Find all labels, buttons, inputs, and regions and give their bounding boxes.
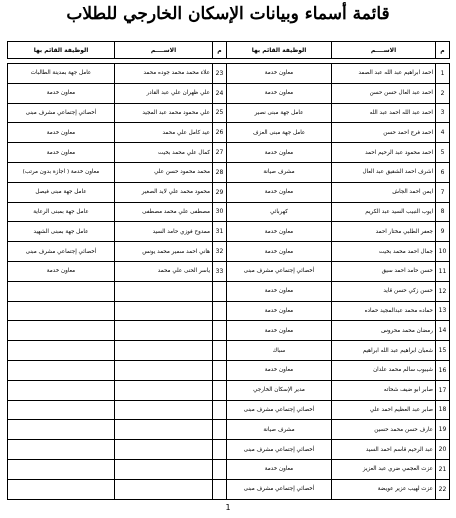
row-number xyxy=(213,420,227,440)
employee-name: عارف حسن محمد حسين xyxy=(332,420,436,440)
table-row xyxy=(8,202,227,222)
job-title: معاون خدمة xyxy=(227,360,332,380)
job-title xyxy=(8,420,115,440)
employee-name: عيد كامل علي محمد xyxy=(115,123,213,143)
table-row xyxy=(227,103,450,123)
row-number xyxy=(213,380,227,400)
table-row xyxy=(8,64,227,84)
employee-name: احمد عبد العال حسن حسن xyxy=(332,83,436,103)
job-title: معاون خدمة ( اجازة بدون مرتب) xyxy=(8,162,115,182)
job-title: معاون خدمة xyxy=(227,143,332,163)
row-number: 24 xyxy=(213,83,227,103)
employee-name: علي ظهران علي عبد القادر xyxy=(115,83,213,103)
employee-name: صابر عبد العظيم احمد علي xyxy=(332,400,436,420)
table-row xyxy=(227,162,450,182)
page-title: قائمة أسماء وبيانات الإسكان الخارجي للطلاب xyxy=(66,4,390,24)
job-title: أخصائي إجتماعي مشرف مبنى xyxy=(8,242,115,262)
job-title: مشرف صيانة xyxy=(227,162,332,182)
table-row xyxy=(227,440,450,460)
header-name: الاســــم xyxy=(115,42,213,59)
table-row xyxy=(8,261,227,281)
table-row xyxy=(227,321,450,341)
job-title: عامل جهة بمبنى الرعاية xyxy=(8,202,115,222)
row-number: 14 xyxy=(436,321,450,341)
row-number xyxy=(213,360,227,380)
employee-name: احمد ابراهيم عبد الله عبد الصمد xyxy=(332,64,436,84)
job-title xyxy=(8,301,115,321)
table-row xyxy=(8,341,227,361)
employee-name: عبد الرحيم قاسم احمد السيد xyxy=(332,440,436,460)
job-title xyxy=(8,321,115,341)
table-row xyxy=(8,420,227,440)
job-title xyxy=(8,360,115,380)
job-title: مشرف صيانة xyxy=(227,420,332,440)
table-row xyxy=(227,301,450,321)
row-number xyxy=(213,341,227,361)
table-row xyxy=(8,479,227,499)
table-row xyxy=(8,400,227,420)
job-title: مدير الإسكان الخارجي xyxy=(227,380,332,400)
row-number: 6 xyxy=(436,162,450,182)
table-header-row xyxy=(227,42,450,59)
job-title xyxy=(8,440,115,460)
job-title: عامل جهة مبنى نصير xyxy=(227,103,332,123)
row-number: 1 xyxy=(436,64,450,84)
job-title: عامل جهة مبنى العزف xyxy=(227,123,332,143)
employee-name: جمال احمد محمد بخيت xyxy=(332,242,436,262)
table-row xyxy=(8,321,227,341)
table-row xyxy=(8,459,227,479)
employee-name: كمال علي محمد بخيت xyxy=(115,143,213,163)
table-row xyxy=(8,360,227,380)
job-title xyxy=(8,380,115,400)
job-title: معاون خدمة xyxy=(227,222,332,242)
row-number: 4 xyxy=(436,123,450,143)
table-row xyxy=(8,380,227,400)
employee-name: جعفر الطلبي مختار احمد xyxy=(332,222,436,242)
job-title: عامل جهة مبنى فيصل xyxy=(8,182,115,202)
job-title: معاون خدمة xyxy=(8,123,115,143)
table-row xyxy=(227,123,450,143)
job-title xyxy=(8,281,115,301)
job-title: معاون خدمة xyxy=(227,64,332,84)
employee-name xyxy=(115,281,213,301)
row-number: 15 xyxy=(436,341,450,361)
right-table xyxy=(226,41,450,500)
employee-name xyxy=(115,479,213,499)
row-number: 3 xyxy=(436,103,450,123)
job-title: معاون خدمة xyxy=(227,321,332,341)
employee-name xyxy=(115,400,213,420)
employee-name: مصطفى علي محمد مصطفى xyxy=(115,202,213,222)
row-number xyxy=(213,321,227,341)
employee-name: رمضان محمد محروس xyxy=(332,321,436,341)
row-number: 28 xyxy=(213,162,227,182)
employee-name: اشرف احمد الشقيق عبد العال xyxy=(332,162,436,182)
job-title xyxy=(8,400,115,420)
table-row xyxy=(8,222,227,242)
table-row xyxy=(227,64,450,84)
employee-name: شيبوب سالم محمد علدان xyxy=(332,360,436,380)
table-row xyxy=(8,143,227,163)
page-number: 1 xyxy=(225,503,231,512)
table-row xyxy=(227,380,450,400)
employee-name: ايوب النبيب السيد عبد الكريم xyxy=(332,202,436,222)
table-row xyxy=(227,459,450,479)
employee-name xyxy=(115,459,213,479)
table-header-row xyxy=(8,42,227,59)
table-row xyxy=(227,360,450,380)
row-number: 7 xyxy=(436,182,450,202)
table-row xyxy=(227,400,450,420)
employee-name xyxy=(115,440,213,460)
table-row xyxy=(227,143,450,163)
employee-name: ممدوح فوزي حامد السيد xyxy=(115,222,213,242)
employee-name: ايمن احمد الجاش xyxy=(332,182,436,202)
row-number: 17 xyxy=(436,380,450,400)
row-number: 16 xyxy=(436,360,450,380)
table-row xyxy=(8,281,227,301)
table-row xyxy=(227,182,450,202)
header-name: الاســــم xyxy=(332,42,436,59)
row-number: 11 xyxy=(436,261,450,281)
row-number: 30 xyxy=(213,202,227,222)
job-title: معاون خدمة xyxy=(8,83,115,103)
job-title: أخصائي إجتماعي مشرف مبنى xyxy=(227,479,332,499)
row-number: 9 xyxy=(436,222,450,242)
table-row xyxy=(227,261,450,281)
employee-name xyxy=(115,301,213,321)
table-row xyxy=(227,222,450,242)
table-row xyxy=(227,341,450,361)
employee-name: حسن حامد احمد سيق xyxy=(332,261,436,281)
header-num: م xyxy=(213,42,227,59)
row-number: 22 xyxy=(436,479,450,499)
row-number: 12 xyxy=(436,281,450,301)
job-title xyxy=(8,479,115,499)
employee-name xyxy=(115,360,213,380)
table-row xyxy=(227,202,450,222)
row-number: 32 xyxy=(213,242,227,262)
row-number: 25 xyxy=(213,103,227,123)
job-title: كهربائي xyxy=(227,202,332,222)
job-title: معاون خدمة xyxy=(227,281,332,301)
job-title: معاون خدمة xyxy=(227,83,332,103)
row-number xyxy=(213,479,227,499)
row-number xyxy=(213,301,227,321)
table-row xyxy=(8,162,227,182)
employee-name: صابر ابو ضيف شحاته xyxy=(332,380,436,400)
job-title: معاون خدمة xyxy=(227,301,332,321)
row-number: 27 xyxy=(213,143,227,163)
employee-name: حماده محمد عبدالمجيد حماده xyxy=(332,301,436,321)
employee-name: احمد عبد الله احمد عبد الله xyxy=(332,103,436,123)
job-title: معاون خدمة xyxy=(227,242,332,262)
job-title: معاون خدمة xyxy=(8,143,115,163)
table-row xyxy=(227,479,450,499)
employee-name: علي محمود محمد عبد المجيد xyxy=(115,103,213,123)
row-number: 20 xyxy=(436,440,450,460)
employee-name xyxy=(115,380,213,400)
row-number: 18 xyxy=(436,400,450,420)
employee-name xyxy=(115,341,213,361)
header-job: الوظيفة القائم بها xyxy=(227,42,332,59)
employee-name: عزت لهيب عزير عويضة xyxy=(332,479,436,499)
job-title: أخصائي إجتماعي مشرف مبنى xyxy=(227,440,332,460)
row-number xyxy=(213,400,227,420)
row-number: 2 xyxy=(436,83,450,103)
table-row xyxy=(227,420,450,440)
employee-name: شعبان ابراهيم عبد الله ابراهيم xyxy=(332,341,436,361)
employee-name: ياسر الحنى علي محمد xyxy=(115,261,213,281)
row-number: 8 xyxy=(436,202,450,222)
row-number: 31 xyxy=(213,222,227,242)
left-table xyxy=(7,41,227,500)
table-row xyxy=(8,242,227,262)
row-number xyxy=(213,459,227,479)
table-row xyxy=(227,83,450,103)
header-job: الوظيفة القائم بها xyxy=(8,42,115,59)
row-number: 23 xyxy=(213,64,227,84)
job-title: عامل جهة بمبنى الشهيد xyxy=(8,222,115,242)
table-row xyxy=(8,440,227,460)
job-title: أخصائي إجتماعي مشرف مبنى xyxy=(227,261,332,281)
row-number xyxy=(213,281,227,301)
table-row xyxy=(227,242,450,262)
job-title: أخصائي إجتماعي مشرف مبنى xyxy=(8,103,115,123)
row-number: 13 xyxy=(436,301,450,321)
employee-name: احمد فرج احمد حسن xyxy=(332,123,436,143)
table-row xyxy=(8,103,227,123)
table-row xyxy=(8,83,227,103)
job-title: عامل جهة بمدينة الطالبات xyxy=(8,64,115,84)
row-number: 21 xyxy=(436,459,450,479)
employee-name: محمود محمد علي لايد الصغير xyxy=(115,182,213,202)
row-number: 29 xyxy=(213,182,227,202)
employee-name xyxy=(115,321,213,341)
table-row xyxy=(227,281,450,301)
employee-name: احمد محمود عبد الرحيم احمد xyxy=(332,143,436,163)
job-title: معاون خدمة xyxy=(8,261,115,281)
job-title: معاون خدمة xyxy=(227,182,332,202)
job-title: معاون خدمة xyxy=(227,459,332,479)
job-title xyxy=(8,341,115,361)
row-number: 5 xyxy=(436,143,450,163)
employee-name: هاني احمد سمير محمد يونس xyxy=(115,242,213,262)
row-number: 10 xyxy=(436,242,450,262)
header-num: م xyxy=(436,42,450,59)
employee-name: عزت العجمي ضري عبد العزيز xyxy=(332,459,436,479)
row-number: 26 xyxy=(213,123,227,143)
row-number xyxy=(213,440,227,460)
table-row xyxy=(8,301,227,321)
job-title: سباك xyxy=(227,341,332,361)
table-row xyxy=(8,182,227,202)
row-number: 33 xyxy=(213,261,227,281)
employee-name: علاء محمد محمد جوده محمد xyxy=(115,64,213,84)
job-title: أخصائي إجتماعي مشرف مبنى xyxy=(227,400,332,420)
employee-name: حسن زكي حسن قايد xyxy=(332,281,436,301)
job-title xyxy=(8,459,115,479)
row-number: 19 xyxy=(436,420,450,440)
employee-name: محمد محمود حسن علي xyxy=(115,162,213,182)
employee-name xyxy=(115,420,213,440)
table-row xyxy=(8,123,227,143)
